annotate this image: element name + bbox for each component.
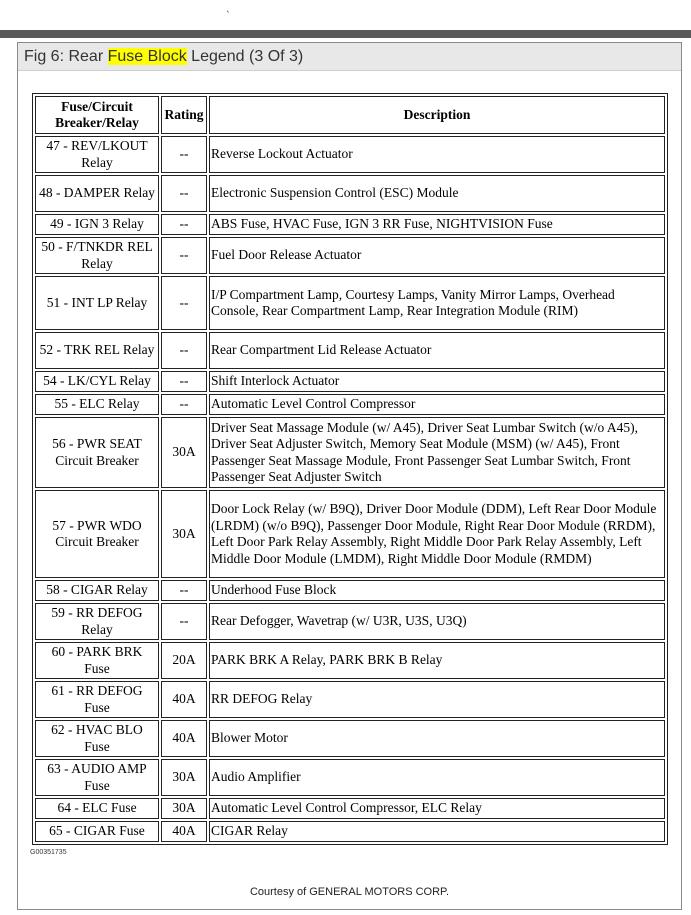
description-cell: Electronic Suspension Control (ESC) Module xyxy=(209,175,665,212)
figure-caption xyxy=(18,43,681,71)
fuse-cell: 59 - RR DEFOG Relay xyxy=(35,603,159,640)
description-cell: Door Lock Relay (w/ B9Q), Driver Door Module (DDM), Left Rear Door Module (LRDM) (w/o B9Q), Passenger Door Module, Right Rear Door Module (RRDM), Left Door Park Relay Assembly, Right Middle Door Park Relay Assembly, Left Middle Door Module (LMDM), Right Middle Door Module (RMDM) xyxy=(209,490,665,578)
rating-cell: 30A xyxy=(161,798,207,819)
fuse-cell: 62 - HVAC BLO Fuse xyxy=(35,720,159,757)
table-row xyxy=(35,759,665,796)
fuse-cell: 55 - ELC Relay xyxy=(35,394,159,415)
rating-cell: 40A xyxy=(161,821,207,842)
rating-cell: -- xyxy=(161,394,207,415)
fuse-cell: 63 - AUDIO AMP Fuse xyxy=(35,759,159,796)
rating-cell: 30A xyxy=(161,759,207,796)
description-cell: Automatic Level Control Compressor, ELC Relay xyxy=(209,798,665,819)
description-cell: Rear Defogger, Wavetrap (w/ U3R, U3S, U3Q) xyxy=(209,603,665,640)
rating-cell: -- xyxy=(161,332,207,369)
table-row xyxy=(35,214,665,235)
fuse-cell: 47 - REV/LKOUT Relay xyxy=(35,136,159,173)
table-row xyxy=(35,603,665,640)
description-cell: Shift Interlock Actuator xyxy=(209,371,665,392)
description-cell: RR DEFOG Relay xyxy=(209,681,665,718)
description-cell: I/P Compartment Lamp, Courtesy Lamps, Vanity Mirror Lamps, Overhead Console, Rear Compartment Lamp, Rear Integration Module (RIM) xyxy=(209,276,665,330)
description-cell: Automatic Level Control Compressor xyxy=(209,394,665,415)
table-row xyxy=(35,136,665,173)
rating-cell: 20A xyxy=(161,642,207,679)
courtesy-note: Courtesy of GENERAL MOTORS CORP. xyxy=(249,886,450,898)
table-row xyxy=(35,798,665,819)
header-description: Description xyxy=(209,96,665,134)
top-divider-bar xyxy=(0,30,691,38)
rating-cell: -- xyxy=(161,237,207,274)
table-row xyxy=(35,394,665,415)
fuse-cell: 48 - DAMPER Relay xyxy=(35,175,159,212)
table-row xyxy=(35,417,665,488)
table-row xyxy=(35,681,665,718)
description-cell: Blower Motor xyxy=(209,720,665,757)
fuse-cell: 58 - CIGAR Relay xyxy=(35,580,159,601)
fuse-cell: 57 - PWR WDO Circuit Breaker xyxy=(35,490,159,578)
fuse-cell: 64 - ELC Fuse xyxy=(35,798,159,819)
header-rating: Rating xyxy=(161,96,207,134)
caption-prefix: Fig 6: Rear xyxy=(24,48,108,65)
table-row xyxy=(35,580,665,601)
caption-suffix: Legend (3 Of 3) xyxy=(186,48,304,65)
rating-cell: -- xyxy=(161,371,207,392)
description-cell: Fuel Door Release Actuator xyxy=(209,237,665,274)
fuse-cell: 65 - CIGAR Fuse xyxy=(35,821,159,842)
description-cell: Underhood Fuse Block xyxy=(209,580,665,601)
rating-cell: -- xyxy=(161,175,207,212)
table-row xyxy=(35,332,665,369)
corner-mark: ˎ xyxy=(226,0,230,13)
rating-cell: 40A xyxy=(161,720,207,757)
table-row xyxy=(35,237,665,274)
rating-cell: -- xyxy=(161,136,207,173)
fuse-legend-table xyxy=(32,93,668,845)
rating-cell: -- xyxy=(161,603,207,640)
table-row xyxy=(35,720,665,757)
fuse-cell: 61 - RR DEFOG Fuse xyxy=(35,681,159,718)
fuse-cell: 50 - F/TNKDR REL Relay xyxy=(35,237,159,274)
fuse-cell: 54 - LK/CYL Relay xyxy=(35,371,159,392)
table-header-row xyxy=(35,96,665,134)
rating-cell: 30A xyxy=(161,490,207,578)
description-cell: Driver Seat Massage Module (w/ A45), Driver Seat Lumbar Switch (w/o A45), Driver Seat Adjuster Switch, Memory Seat Module (MSM) (w/ A45), Front Passenger Seat Massage Module, Front Passenger Seat Lumbar Switch, Front Passenger Seat Adjuster Switch xyxy=(209,417,665,488)
fuse-cell: 51 - INT LP Relay xyxy=(35,276,159,330)
header-fuse: Fuse/Circuit Breaker/Relay xyxy=(35,96,159,134)
description-cell: Reverse Lockout Actuator xyxy=(209,136,665,173)
fuse-cell: 56 - PWR SEAT Circuit Breaker xyxy=(35,417,159,488)
table-body xyxy=(35,136,665,842)
figure-code: G00351735 xyxy=(30,849,67,856)
rating-cell: 30A xyxy=(161,417,207,488)
rating-cell: -- xyxy=(161,214,207,235)
rating-cell: -- xyxy=(161,580,207,601)
description-cell: PARK BRK A Relay, PARK BRK B Relay xyxy=(209,642,665,679)
rating-cell: 40A xyxy=(161,681,207,718)
caption-highlight: Fuse Block xyxy=(107,48,187,65)
table-row xyxy=(35,371,665,392)
rating-cell: -- xyxy=(161,276,207,330)
table-row xyxy=(35,490,665,578)
fuse-cell: 49 - IGN 3 Relay xyxy=(35,214,159,235)
table-row xyxy=(35,276,665,330)
fuse-cell: 52 - TRK REL Relay xyxy=(35,332,159,369)
description-cell: CIGAR Relay xyxy=(209,821,665,842)
figure-panel xyxy=(17,42,682,910)
table-row xyxy=(35,642,665,679)
description-cell: Audio Amplifier xyxy=(209,759,665,796)
fuse-cell: 60 - PARK BRK Fuse xyxy=(35,642,159,679)
description-cell: ABS Fuse, HVAC Fuse, IGN 3 RR Fuse, NIGHTVISION Fuse xyxy=(209,214,665,235)
table-row xyxy=(35,821,665,842)
description-cell: Rear Compartment Lid Release Actuator xyxy=(209,332,665,369)
table-row xyxy=(35,175,665,212)
